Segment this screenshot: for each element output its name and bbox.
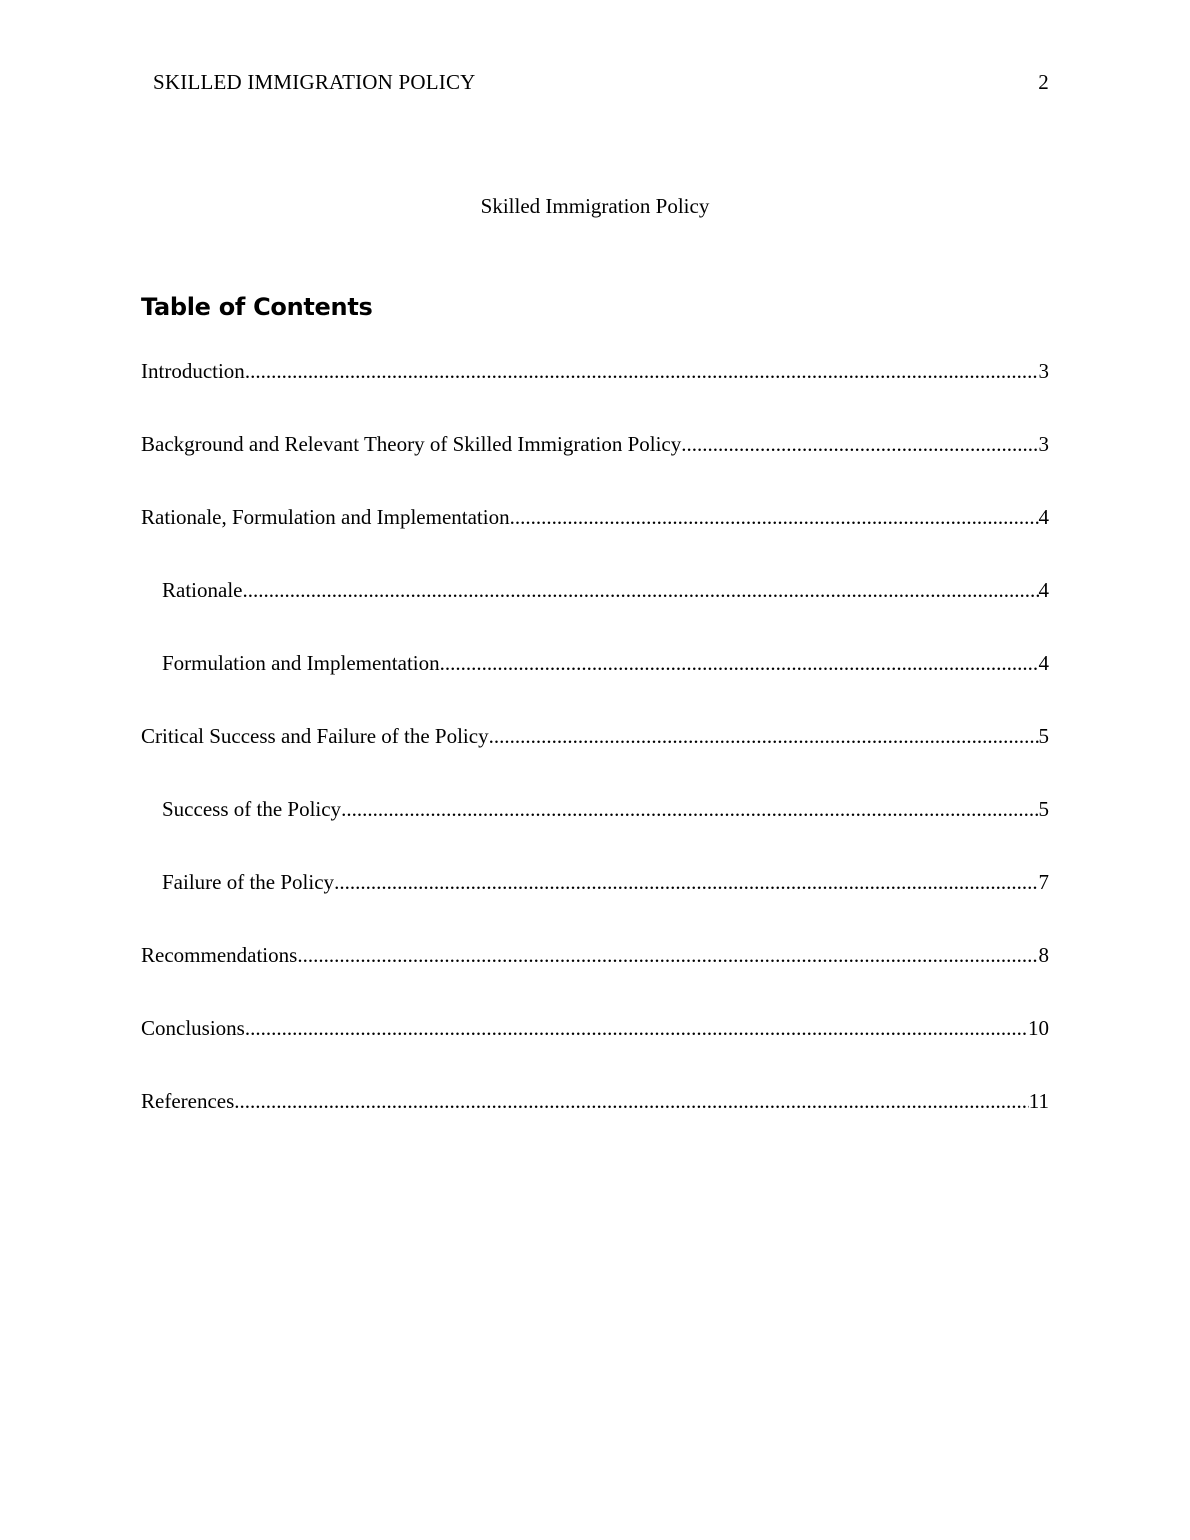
toc-dot-leader [341,795,1038,823]
toc-dot-leader [681,430,1038,458]
toc-entry-page: 4 [1038,651,1049,675]
toc-entry-label: References [141,1089,235,1113]
toc-entry-page: 4 [1038,578,1049,602]
toc-entry-critical-success-failure[interactable] [141,722,1049,795]
toc-dot-leader [440,649,1039,677]
running-header [153,70,1049,98]
toc-entry-label: Rationale, Formulation and Implementation [141,505,510,529]
toc-entry-rationale-formulation-implementation[interactable] [141,503,1049,576]
toc-entry-page: 5 [1038,724,1049,748]
toc-dot-leader [510,503,1039,531]
toc-entry-label: Failure of the Policy [162,870,335,894]
toc-entry-label: Introduction [141,359,245,383]
toc-entry-success-of-policy[interactable] [141,795,1049,868]
toc-entry-recommendations[interactable] [141,941,1049,1014]
toc-entry-page: 5 [1038,797,1049,821]
toc-heading: Table of Contents [141,293,373,321]
toc-entry-label: Conclusions [141,1016,245,1040]
toc-entry-introduction[interactable] [141,357,1049,430]
toc-entry-label: Rationale [162,578,243,602]
toc-entry-conclusions[interactable] [141,1014,1049,1087]
toc-dot-leader [334,868,1038,896]
toc-entry-label: Success of the Policy [162,797,342,821]
table-of-contents [141,357,1049,1160]
toc-dot-leader [245,357,1039,385]
toc-dot-leader [234,1087,1028,1115]
toc-entry-failure-of-policy[interactable] [141,868,1049,941]
toc-entry-page: 7 [1038,870,1049,894]
toc-entry-page: 3 [1038,359,1049,383]
document-title: Skilled Immigration Policy [480,194,710,218]
toc-entry-background[interactable] [141,430,1049,503]
toc-entry-formulation-implementation[interactable] [141,649,1049,722]
toc-entry-label: Formulation and Implementation [162,651,440,675]
toc-dot-leader [242,576,1038,604]
toc-entry-page: 3 [1038,432,1049,456]
toc-dot-leader [489,722,1039,750]
toc-entry-label: Recommendations [141,943,298,967]
page-number: 2 [1038,70,1049,94]
toc-entry-page: 10 [1028,1016,1049,1040]
toc-dot-leader [245,1014,1028,1042]
toc-entry-references[interactable] [141,1087,1049,1160]
toc-entry-page: 11 [1028,1089,1049,1113]
toc-dot-leader [297,941,1038,969]
running-head-title: SKILLED IMMIGRATION POLICY [153,70,476,94]
toc-entry-label: Background and Relevant Theory of Skilled Immigration Policy [141,432,682,456]
toc-entry-label: Critical Success and Failure of the Policy [141,724,489,748]
toc-entry-page: 8 [1038,943,1049,967]
toc-entry-rationale[interactable] [141,576,1049,649]
toc-entry-page: 4 [1038,505,1049,529]
